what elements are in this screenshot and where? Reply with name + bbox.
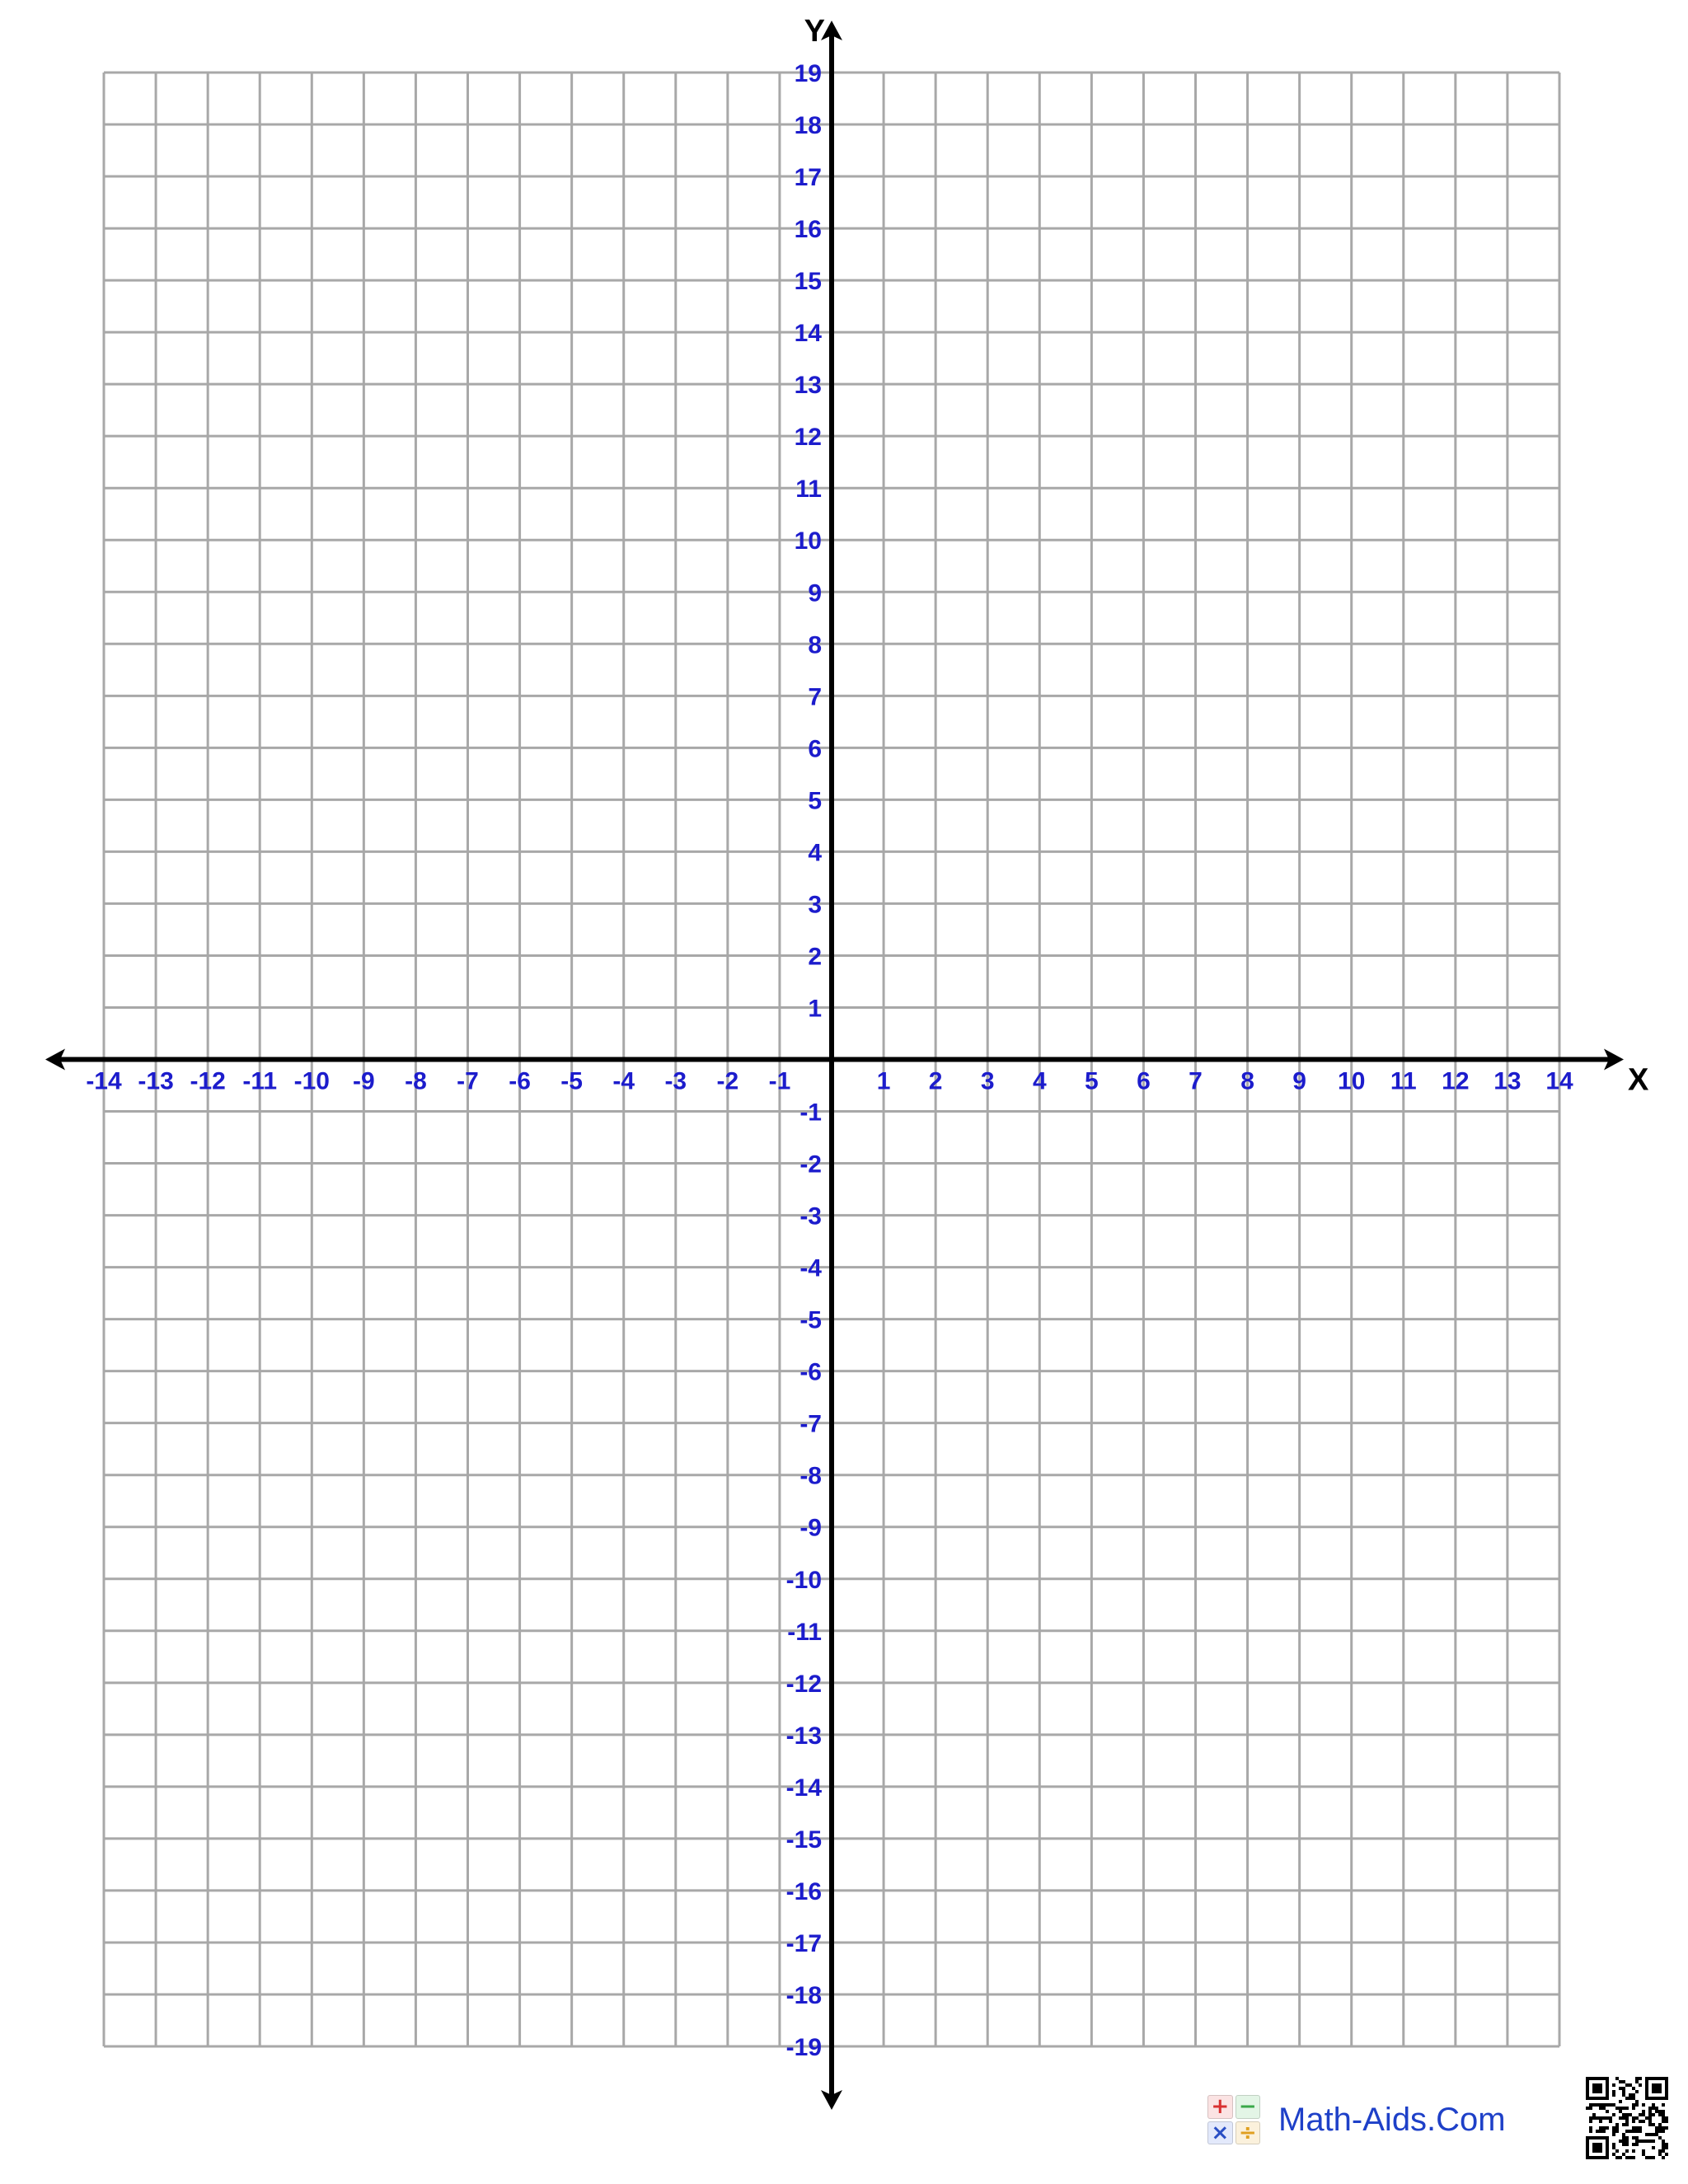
y-tick-label: 14 [794, 320, 822, 348]
x-tick-label: -13 [138, 1067, 174, 1095]
x-tick-label: -11 [242, 1067, 278, 1095]
x-tick-label: -4 [612, 1067, 635, 1095]
x-axis-label: X [1628, 1062, 1649, 1098]
x-tick-label: -7 [457, 1067, 479, 1095]
x-tick-label: -10 [293, 1067, 330, 1095]
y-tick-label: 2 [808, 943, 822, 971]
y-tick-label: 13 [794, 372, 822, 400]
y-tick-label: -6 [799, 1358, 822, 1386]
y-tick-label: 12 [794, 424, 822, 452]
y-tick-label: 4 [808, 839, 822, 867]
y-tick-label: 3 [808, 891, 822, 919]
y-tick-label: -11 [787, 1618, 822, 1646]
x-tick-label: 8 [1240, 1067, 1254, 1095]
y-tick-label: 8 [808, 631, 822, 659]
y-tick-label: 16 [794, 216, 822, 244]
y-tick-label: 9 [808, 579, 822, 607]
y-tick-label: 7 [808, 683, 822, 711]
x-tick-label: 12 [1442, 1067, 1470, 1095]
x-tick-label: -1 [768, 1067, 791, 1095]
y-tick-label: 18 [794, 112, 822, 140]
x-tick-label: 9 [1292, 1067, 1306, 1095]
y-tick-label: -19 [785, 2034, 822, 2061]
x-tick-label: 3 [980, 1067, 995, 1095]
y-tick-label: 1 [808, 995, 822, 1023]
y-tick-label: 11 [795, 476, 822, 504]
y-tick-label: 19 [794, 60, 822, 87]
x-tick-label: 14 [1545, 1067, 1573, 1095]
y-tick-label: -1 [799, 1099, 822, 1127]
y-tick-label: -7 [799, 1410, 822, 1438]
x-tick-label: -14 [86, 1067, 122, 1095]
x-tick-label: 1 [876, 1067, 891, 1095]
x-tick-label: -9 [353, 1067, 375, 1095]
y-tick-label: -13 [785, 1722, 822, 1750]
y-tick-label: 17 [794, 164, 822, 192]
math-operations-logo-icon [1207, 2095, 1260, 2144]
y-tick-label: -14 [785, 1774, 822, 1802]
y-tick-label: 10 [794, 527, 822, 555]
x-tick-label: -2 [716, 1067, 739, 1095]
x-tick-label: 4 [1032, 1067, 1047, 1095]
qr-code-icon [1586, 2077, 1668, 2159]
y-tick-label: 5 [808, 787, 822, 815]
y-tick-label: -9 [799, 1514, 822, 1542]
axes [45, 21, 1624, 2110]
y-tick-label: -4 [799, 1254, 822, 1282]
x-tick-label: 7 [1189, 1067, 1203, 1095]
x-tick-label: -3 [664, 1067, 687, 1095]
footer-brand[interactable] [1207, 2093, 1506, 2146]
y-tick-label: 15 [794, 268, 822, 296]
minus-icon: − [1236, 2095, 1261, 2119]
y-tick-label: 6 [808, 735, 822, 763]
x-tick-label: 2 [928, 1067, 943, 1095]
y-tick-label: -17 [785, 1929, 822, 1957]
y-tick-label: -2 [799, 1151, 822, 1179]
y-tick-label: -3 [799, 1202, 822, 1230]
y-tick-label: -18 [785, 1981, 822, 2009]
x-tick-label: 13 [1493, 1067, 1522, 1095]
x-tick-label: 6 [1137, 1067, 1151, 1095]
y-tick-label: -16 [785, 1877, 822, 1905]
x-tick-label: -6 [509, 1067, 531, 1095]
y-tick-label: -8 [799, 1462, 822, 1490]
plus-icon: + [1207, 2095, 1233, 2119]
brand-link[interactable]: Math-Aids.Com [1278, 2101, 1506, 2138]
y-tick-label: -10 [785, 1566, 822, 1594]
x-tick-label: 10 [1338, 1067, 1366, 1095]
x-tick-label: -12 [190, 1067, 226, 1095]
x-tick-label: 5 [1085, 1067, 1099, 1095]
y-tick-label: -5 [799, 1306, 822, 1334]
x-tick-label: 11 [1390, 1067, 1417, 1095]
times-icon: × [1207, 2121, 1233, 2145]
divide-icon: ÷ [1236, 2121, 1261, 2145]
x-tick-label: -8 [405, 1067, 427, 1095]
y-tick-label: -15 [785, 1825, 822, 1854]
y-tick-label: -12 [785, 1670, 822, 1698]
y-axis-label: Y [804, 14, 825, 49]
x-tick-label: -5 [560, 1067, 583, 1095]
